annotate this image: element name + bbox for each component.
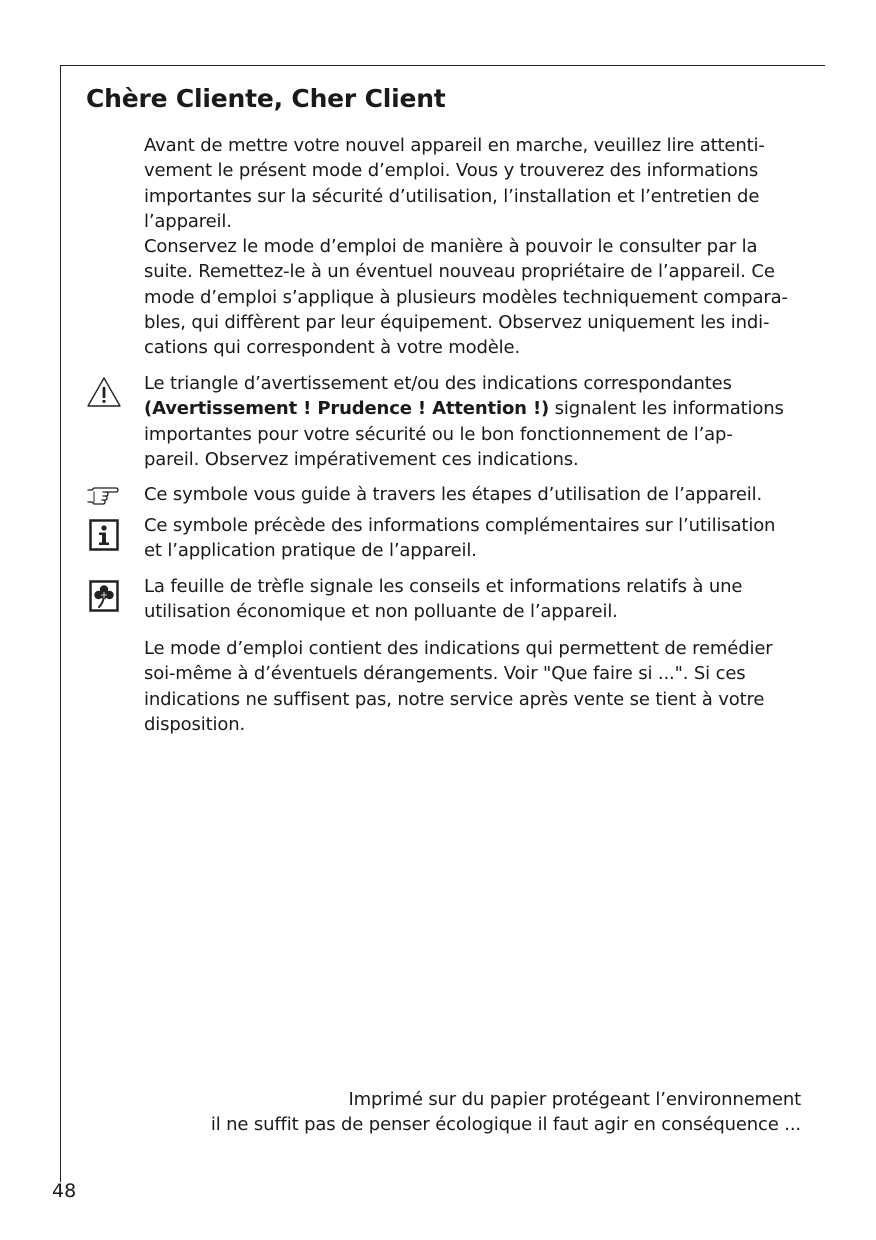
left-rule xyxy=(60,65,61,1182)
troubleshooting-line: disposition. xyxy=(144,713,246,735)
warning-line: Le triangle d’avertissement et/ou des indications correspondantes xyxy=(144,373,732,394)
footer-line: il ne suffit pas de penser écologique il faut agir en conséquence ... xyxy=(210,1114,801,1136)
intro-line: Conservez le mode d’emploi de manière à pouvoir le consulter par la xyxy=(144,236,758,258)
eco-footer xyxy=(211,1087,801,1138)
troubleshooting-line: Le mode d’emploi contient des indications qui permettent de remédier xyxy=(144,638,773,659)
warning-line xyxy=(144,396,812,421)
intro-line: Avant de mettre votre nouvel appareil en marche, veuillez lire attenti- xyxy=(144,135,765,156)
eco-paragraph xyxy=(144,574,812,625)
intro-line: cations qui correspondent à votre modèle. xyxy=(144,337,521,359)
info-paragraph xyxy=(144,513,812,564)
top-rule xyxy=(60,65,825,66)
intro-line: l’appareil. xyxy=(144,210,232,232)
intro-line: vement le présent mode d’emploi. Vous y trouverez des informations xyxy=(144,160,759,182)
guide-line: Ce symbole vous guide à travers les étapes d’utilisation de l’appareil. xyxy=(144,484,763,505)
clover-leaf-icon xyxy=(89,580,121,612)
guide-paragraph xyxy=(144,482,812,507)
eco-line: utilisation économique et non polluante de l’appareil. xyxy=(144,601,618,623)
info-line: et l’application pratique de l’appareil. xyxy=(144,540,477,562)
eco-line: La feuille de trèfle signale les conseils et informations relatifs à une xyxy=(144,576,743,597)
warning-paragraph xyxy=(144,371,812,472)
intro-paragraph xyxy=(144,133,812,361)
intro-line: mode d’emploi s’applique à plusieurs modèles techniquement compara- xyxy=(144,286,788,308)
troubleshooting-paragraph xyxy=(144,636,812,737)
warning-triangle-icon xyxy=(86,375,118,407)
warning-keywords: (Avertissement ! Prudence ! Attention !) xyxy=(144,398,550,420)
page-number: 48 xyxy=(52,1180,77,1202)
page-title: Chère Cliente, Cher Client xyxy=(86,84,446,113)
intro-line: importantes sur la sécurité d’utilisation, l’installation et l’entretien de xyxy=(144,185,760,207)
warning-line: importantes pour votre sécurité ou le bon fonctionnement de l’ap- xyxy=(144,423,733,445)
info-line: Ce symbole précède des informations complémentaires sur l’utilisation xyxy=(144,515,776,536)
warning-line: pareil. Observez impérativement ces indications. xyxy=(144,448,579,470)
intro-line: bles, qui diffèrent par leur équipement. Observez uniquement les indi- xyxy=(144,312,770,334)
troubleshooting-line: indications ne suffisent pas, notre service après vente se tient à votre xyxy=(144,688,765,710)
pointing-hand-icon xyxy=(86,484,118,516)
warning-line-rest: signalent les informations xyxy=(549,398,784,420)
info-icon xyxy=(89,519,121,551)
troubleshooting-line: soi-même à d’éventuels dérangements. Voir "Que faire si ...". Si ces xyxy=(144,663,746,685)
footer-line: Imprimé sur du papier protégeant l’environnement xyxy=(348,1089,801,1110)
intro-line: suite. Remettez-le à un éventuel nouveau propriétaire de l’appareil. Ce xyxy=(144,261,775,283)
